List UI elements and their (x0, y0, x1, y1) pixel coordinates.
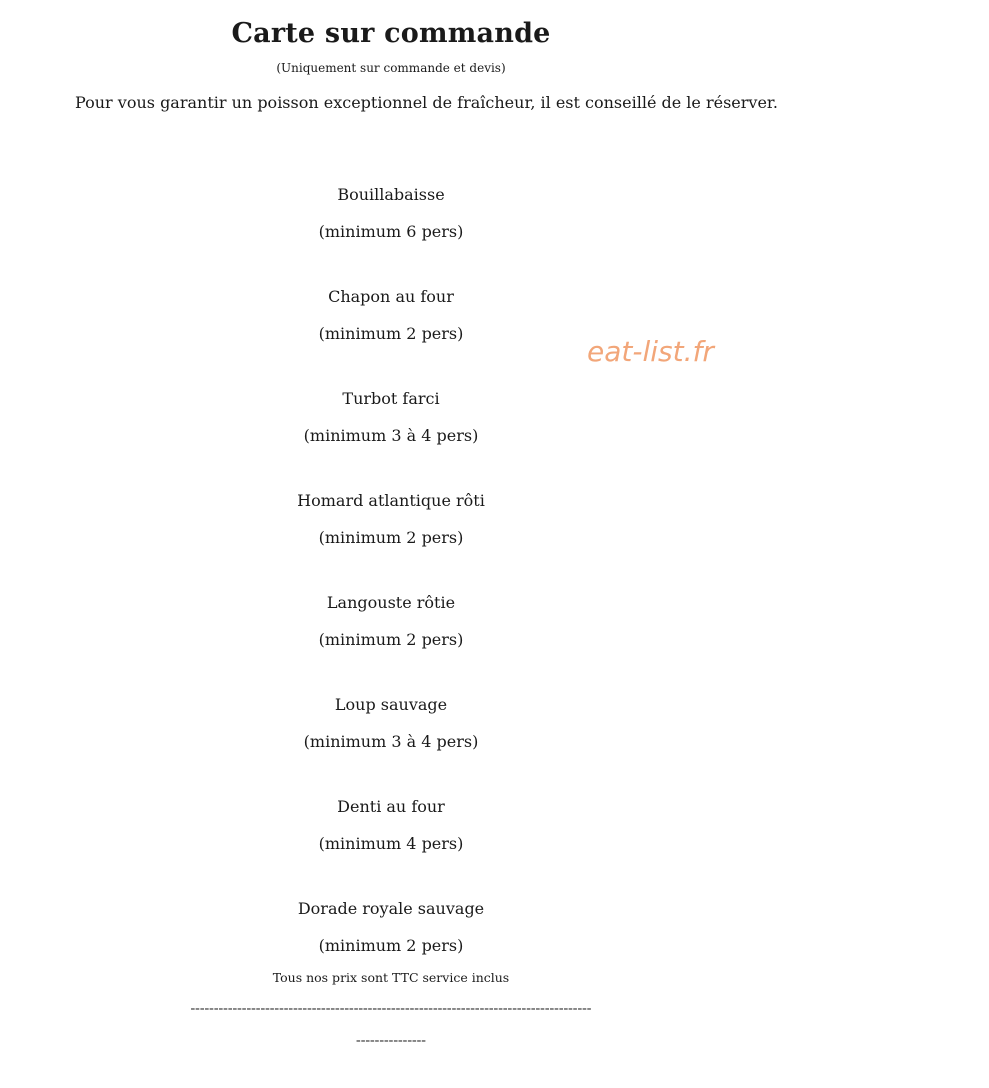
intro-text: Pour vous garantir un poisson exceptionnel de fraîcheur, il est conseillé de le réserver. (75, 93, 778, 112)
dish-minimum: (minimum 2 pers) (318, 324, 464, 343)
dish-name: Bouillabaisse (337, 185, 445, 204)
dish-name: Homard atlantique rôti (297, 491, 485, 510)
dish-name: Chapon au four (328, 287, 454, 306)
menu-list (0, 184, 782, 1000)
dish-name: Dorade royale sauvage (297, 899, 485, 918)
dish-name: Turbot farci (342, 389, 440, 408)
page-title: Carte sur commande (231, 18, 551, 49)
dashed-divider: -------------------------------------------------------------------------------------- (190, 1001, 592, 1016)
dish-minimum: (minimum 4 pers) (318, 834, 464, 853)
dish-minimum: (minimum 2 pers) (318, 528, 464, 547)
dish-minimum: (minimum 2 pers) (318, 630, 464, 649)
dish-minimum: (minimum 6 pers) (318, 222, 464, 241)
dish-minimum: (minimum 3 à 4 pers) (303, 732, 479, 751)
dish-minimum: (minimum 2 pers) (318, 936, 464, 955)
prices-note: Tous nos prix sont TTC service inclus (272, 970, 510, 985)
menu-item (0, 490, 782, 592)
dish-name: Loup sauvage (334, 695, 448, 714)
menu-item (0, 694, 782, 796)
page-subtitle: (Uniquement sur commande et devis) (276, 61, 506, 75)
menu-item (0, 184, 782, 286)
watermark: eat-list.fr (587, 335, 714, 368)
menu-item (0, 388, 782, 490)
dish-name: Langouste rôtie (326, 593, 456, 612)
menu-item (0, 592, 782, 694)
menu-item (0, 796, 782, 898)
dish-name: Denti au four (337, 797, 445, 816)
dish-minimum: (minimum 3 à 4 pers) (303, 426, 479, 445)
dashed-divider-short: --------------- (356, 1033, 426, 1048)
